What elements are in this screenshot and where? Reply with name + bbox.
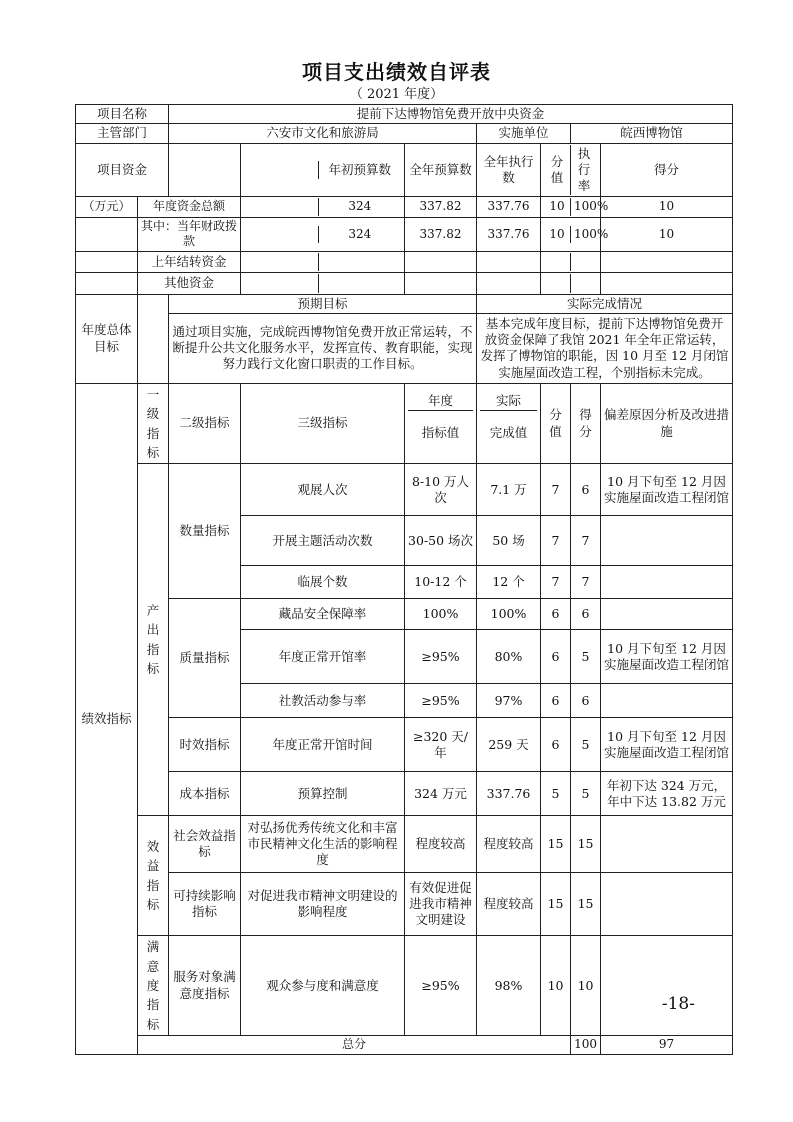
actual-status-text: 基本完成年度目标，提前下达博物馆免费开放资金保障了我馆 2021 年全年正常运转，发挥了博物馆的职能，因 10 月至 12 月闭馆实施屋面改造工程，个别指标未完成。 (477, 313, 733, 383)
indicator-weight: 6 (541, 684, 571, 718)
total-score-sum: 97 (601, 1036, 733, 1055)
fiscal-weight: 10 (544, 226, 571, 244)
indicator-name: 预算控制 (241, 772, 405, 816)
indicator-target: ≥95% (405, 630, 477, 684)
indicator-name: 年度正常开馆率 (241, 630, 405, 684)
indicator-target: ≥320 天/年 (405, 718, 477, 772)
indicator-note (601, 936, 733, 1036)
indicator-actual: 程度较高 (477, 816, 541, 873)
indicator-note (601, 566, 733, 599)
blank-cell (405, 273, 477, 294)
total-annual: 337.82 (405, 197, 477, 218)
indicator-name: 临展个数 (241, 566, 405, 599)
indicator-target: ≥95% (405, 684, 477, 718)
indicator-weight: 5 (541, 772, 571, 816)
impl-unit-label: 实施单位 (477, 124, 571, 143)
indicator-target: 有效促进促进我市精神文明建设 (405, 873, 477, 936)
carryover-cell (241, 252, 405, 273)
indicator-note: 年初下达 324 万元，年中下达 13.82 万元 (601, 772, 733, 816)
weight-rate-header (541, 143, 601, 197)
total-weight: 10 (544, 198, 571, 216)
indicator-actual: 97% (477, 684, 541, 718)
indicator-actual: 12 个 (477, 566, 541, 599)
indicator-score: 5 (571, 772, 601, 816)
indicator-name: 藏品安全保障率 (241, 599, 405, 630)
indicator-score: 6 (571, 464, 601, 516)
actual-status-header: 实际完成情况 (477, 294, 733, 313)
level1-header-text: 一级指标 (146, 386, 160, 460)
expected-goal-text: 通过项目实施，完成皖西博物馆免费开放正常运转，不断提升公共文化服务水平，发挥宣传、教育职能，实现努力践行文化窗口职责的工作目标。 (169, 313, 477, 383)
indicator-score: 7 (571, 516, 601, 566)
other-label: 其他资金 (138, 273, 241, 294)
other-split (541, 273, 601, 294)
indicator-weight: 6 (541, 630, 571, 684)
indicator-actual: 259 天 (477, 718, 541, 772)
total-initial: 324 (348, 199, 372, 214)
indicator-score: 5 (571, 718, 601, 772)
fiscal-annual: 337.82 (405, 217, 477, 251)
form-title: 项目支出绩效自评表 (302, 60, 491, 84)
indicator-actual: 程度较高 (477, 873, 541, 936)
funds-unit: （万元） (76, 197, 138, 218)
blank-cell (601, 273, 733, 294)
indicator-name: 社教活动参与率 (241, 684, 405, 718)
self-evaluation-table (75, 104, 733, 1055)
indicator-weight: 6 (541, 599, 571, 630)
actual-header-top: 实际 (480, 392, 537, 411)
total-weight-rate (541, 197, 609, 218)
indicator-target: 30-50 场次 (405, 516, 477, 566)
blank-cell (76, 252, 138, 273)
level1-header (138, 383, 169, 464)
indicator-actual: 337.76 (477, 772, 541, 816)
target-header-top: 年度 (408, 392, 473, 411)
indicator-name: 对弘扬优秀传统文化和丰富市民精神文化生活的影响程度 (241, 816, 405, 873)
fiscal-rate: 100% (574, 226, 609, 241)
blank-cell (601, 252, 733, 273)
indicator-score: 6 (571, 684, 601, 718)
total-label: 总分 (138, 1036, 571, 1055)
indicator-target: 程度较高 (405, 816, 477, 873)
total-score: 10 (601, 197, 733, 218)
indicator-score: 10 (571, 936, 601, 1036)
project-name-label: 项目名称 (76, 105, 169, 124)
indicator-name: 观众参与度和满意度 (241, 936, 405, 1036)
other-cell (241, 273, 405, 294)
indicator-name: 观展人次 (241, 464, 405, 516)
timeliness-label: 时效指标 (169, 718, 241, 772)
total-initial-cell (241, 197, 405, 218)
blank-cell (477, 273, 541, 294)
total-exec: 337.76 (477, 197, 541, 218)
score-header: 得分 (601, 143, 733, 197)
fiscal-exec: 337.76 (477, 217, 541, 251)
quantity-label: 数量指标 (169, 464, 241, 599)
actual-header (477, 383, 541, 464)
form-year: （ 2021 年度） (349, 87, 444, 102)
satisfaction-label-text: 满意度指标 (146, 939, 160, 1032)
social-label: 社会效益指标 (169, 816, 241, 873)
total-rate: 100% (574, 199, 609, 214)
annual-exec-header: 全年执行数 (477, 143, 541, 197)
indicator-note (601, 816, 733, 873)
indicator-score: 6 (571, 599, 601, 630)
indicator-note: 10 月下旬至 12 月因实施屋面改造工程闭馆 (601, 718, 733, 772)
output-label-text: 产出指标 (146, 603, 160, 677)
indicator-note (601, 684, 733, 718)
project-name-value: 提前下达博物馆免费开放中央资金 (169, 105, 733, 124)
benefit-label-text: 效益指标 (146, 839, 160, 913)
indicator-target: 10-12 个 (405, 566, 477, 599)
blank-cell (477, 252, 541, 273)
indicator-weight: 10 (541, 936, 571, 1036)
cost-label: 成本指标 (169, 772, 241, 816)
indicator-score: 15 (571, 816, 601, 873)
level2-header: 二级指标 (169, 383, 241, 464)
fiscal-initial-cell (241, 217, 405, 251)
fiscal-label: 其中：当年财政拨款 (138, 217, 241, 251)
indicator-note: 10 月下旬至 12 月因实施屋面改造工程闭馆 (601, 630, 733, 684)
actual-header-bottom: 完成值 (489, 425, 528, 441)
satisfaction-label (138, 936, 169, 1036)
initial-budget-text: 年初预算数 (328, 161, 392, 177)
indicator-weight: 6 (541, 718, 571, 772)
target-header-bottom: 指标值 (421, 425, 460, 441)
indicator-note (601, 516, 733, 566)
indicator-actual: 50 场 (477, 516, 541, 566)
carryover-split (541, 252, 601, 273)
indicator-name: 年度正常开馆时间 (241, 718, 405, 772)
perf-indicators-label: 绩效指标 (76, 383, 138, 1054)
indicator-name: 开展主题活动次数 (241, 516, 405, 566)
weight-header-text: 分值 (544, 145, 571, 196)
blank-cell (76, 217, 138, 251)
blank-cell (169, 143, 241, 197)
indicator-weight: 7 (541, 516, 571, 566)
annual-budget-header: 全年预算数 (405, 143, 477, 197)
indicator-name: 对促进我市精神文明建设的影响程度 (241, 873, 405, 936)
target-header (405, 383, 477, 464)
fiscal-score: 10 (601, 217, 733, 251)
indicator-target: ≥95% (405, 936, 477, 1036)
deviation-header: 偏差原因分析及改进措施 (601, 383, 733, 464)
funds-label: 项目资金 (76, 143, 169, 197)
indicator-weight: 15 (541, 816, 571, 873)
indicator-target: 100% (405, 599, 477, 630)
expected-goal-header: 预期目标 (169, 294, 477, 313)
indicator-weight: 7 (541, 566, 571, 599)
indicator-weight: 7 (541, 464, 571, 516)
indicator-target: 324 万元 (405, 772, 477, 816)
impl-unit-value: 皖西博物馆 (571, 124, 733, 143)
fiscal-weight-rate (541, 217, 609, 251)
quality-label: 质量指标 (169, 599, 241, 718)
satisfy-label: 服务对象满意度指标 (169, 936, 241, 1036)
goal-label: 年度总体目标 (76, 294, 138, 383)
indicator-note (601, 873, 733, 936)
benefit-label (138, 816, 169, 936)
indicator-target: 8-10 万人次 (405, 464, 477, 516)
indicator-score: 15 (571, 873, 601, 936)
indicator-actual: 98% (477, 936, 541, 1036)
indicator-note: 10 月下旬至 12 月因实施屋面改造工程闭馆 (601, 464, 733, 516)
indicator-score: 5 (571, 630, 601, 684)
page-number: -18- (661, 994, 695, 1014)
blank-cell (76, 273, 138, 294)
sustain-label: 可持续影响指标 (169, 873, 241, 936)
department-label: 主管部门 (76, 124, 169, 143)
indicator-score: 7 (571, 566, 601, 599)
blank-cell (138, 294, 169, 383)
level3-header: 三级指标 (241, 383, 405, 464)
fiscal-initial: 324 (348, 226, 372, 241)
output-label (138, 464, 169, 816)
initial-budget-header (241, 143, 405, 197)
indicator-note (601, 599, 733, 630)
indicator-actual: 7.1 万 (477, 464, 541, 516)
got-header: 得分 (571, 383, 601, 464)
rate-header-text: 执行率 (577, 145, 591, 193)
indicator-actual: 100% (477, 599, 541, 630)
total-weight-sum: 100 (571, 1036, 601, 1055)
total-funds-label: 年度资金总额 (138, 197, 241, 218)
weight-header: 分值 (541, 383, 571, 464)
carryover-label: 上年结转资金 (138, 252, 241, 273)
blank-cell (405, 252, 477, 273)
department-value: 六安市文化和旅游局 (169, 124, 477, 143)
indicator-weight: 15 (541, 873, 571, 936)
indicator-actual: 80% (477, 630, 541, 684)
